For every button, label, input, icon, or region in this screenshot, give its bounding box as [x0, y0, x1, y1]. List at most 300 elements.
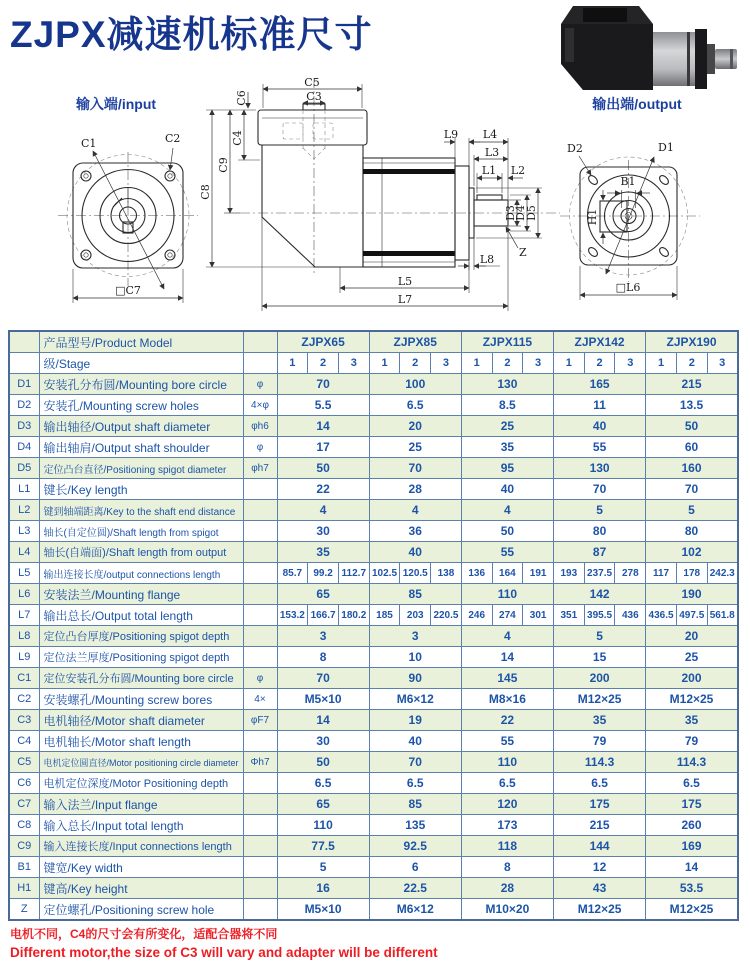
- spec-row-D4: [9, 437, 738, 458]
- dim-value: 203: [400, 605, 431, 626]
- dim-label: 输出轴径/Output shaft diameter: [39, 416, 243, 437]
- dim-unit: [243, 521, 277, 542]
- dim-value: 35: [461, 437, 553, 458]
- dim-value: 5: [277, 857, 369, 878]
- dim-value: 6.5: [553, 773, 645, 794]
- dim-value: 16: [277, 878, 369, 899]
- dim-value: M5×10: [277, 899, 369, 921]
- dim-value: 130: [461, 374, 553, 395]
- dim-value: 35: [553, 710, 645, 731]
- dim-value: 114.3: [553, 752, 645, 773]
- dim-unit: [243, 899, 277, 921]
- dim-label-c9: C9: [217, 157, 230, 173]
- dim-value: 65: [277, 794, 369, 815]
- column-header-stage: 1: [461, 353, 492, 374]
- column-header-stage: 2: [308, 353, 339, 374]
- dim-unit: φ: [243, 668, 277, 689]
- dim-code: L3: [9, 521, 39, 542]
- dim-label: 定位凸台直径/Positioning spigot diameter: [39, 458, 243, 479]
- dim-value: M6×12: [369, 689, 461, 710]
- page-title: ZJPX减速机标准尺寸: [10, 14, 373, 55]
- dim-value: M12×25: [553, 689, 645, 710]
- footnote-english: Different motor,the size of C3 will vary and adapter will be different: [10, 945, 438, 960]
- dim-unit: [243, 815, 277, 836]
- dim-value: 70: [277, 374, 369, 395]
- footnote: [10, 925, 438, 960]
- dim-unit: φh7: [243, 458, 277, 479]
- technical-drawing: [0, 60, 750, 325]
- dim-code: D2: [9, 395, 39, 416]
- dim-unit: [243, 605, 277, 626]
- dim-unit: [243, 542, 277, 563]
- dim-value: 90: [369, 668, 461, 689]
- dim-value: 40: [369, 542, 461, 563]
- dim-unit: Φh7: [243, 752, 277, 773]
- dim-value: 237.5: [584, 563, 615, 584]
- spec-row-L4: [9, 542, 738, 563]
- dim-value: 138: [431, 563, 462, 584]
- dim-value: 20: [369, 416, 461, 437]
- dim-value: 17: [277, 437, 369, 458]
- dim-code: L1: [9, 479, 39, 500]
- column-header-model: ZJPX85: [369, 331, 461, 353]
- dim-value: 70: [369, 752, 461, 773]
- dim-value: 4: [277, 500, 369, 521]
- dim-unit: 4×: [243, 689, 277, 710]
- dim-value: 3: [369, 626, 461, 647]
- dim-label-l4: L4: [482, 128, 498, 141]
- dim-value: 274: [492, 605, 523, 626]
- dim-value: 145: [461, 668, 553, 689]
- column-header-stage: 1: [277, 353, 308, 374]
- dim-code: C6: [9, 773, 39, 794]
- column-header-stage: 2: [676, 353, 707, 374]
- dim-label: 键长/Key length: [39, 479, 243, 500]
- spec-row-L1: [9, 479, 738, 500]
- dim-label-l3: L3: [484, 146, 500, 159]
- dim-value: 85.7: [277, 563, 308, 584]
- dim-value: 5: [553, 500, 645, 521]
- dim-value: 80: [646, 521, 738, 542]
- dim-unit: φ: [243, 437, 277, 458]
- dim-label-c5: C5: [304, 76, 320, 89]
- side-view: [199, 76, 560, 311]
- spec-row-C5: [9, 752, 738, 773]
- dim-label: 键高/Key height: [39, 878, 243, 899]
- dim-label: 定位安装孔分布圆/Mounting bore circle: [39, 668, 243, 689]
- dim-value: 165: [553, 374, 645, 395]
- dim-label: 安装螺孔/Mounting screw bores: [39, 689, 243, 710]
- output-end-label: 输出端/output: [592, 96, 682, 112]
- dim-value: 70: [553, 479, 645, 500]
- dim-value: 242.3: [707, 563, 738, 584]
- dim-value: 144: [553, 836, 645, 857]
- dim-label: 安装法兰/Mounting flange: [39, 584, 243, 605]
- dim-value: 79: [646, 731, 738, 752]
- dim-value: 130: [553, 458, 645, 479]
- dim-value: 185: [369, 605, 400, 626]
- dim-label-h1: H1: [586, 208, 599, 226]
- dim-code: L4: [9, 542, 39, 563]
- dim-value: 260: [646, 815, 738, 836]
- dim-value: 30: [277, 521, 369, 542]
- dim-unit: φ: [243, 374, 277, 395]
- dim-value: M12×25: [646, 899, 738, 921]
- corner-cell: [9, 353, 39, 374]
- column-header-stage: 3: [615, 353, 646, 374]
- dim-value: 142: [553, 584, 645, 605]
- dim-unit: [243, 857, 277, 878]
- dim-code: L2: [9, 500, 39, 521]
- dim-label: 电机轴长/Motor shaft length: [39, 731, 243, 752]
- spec-table: [8, 330, 739, 921]
- dim-code: D4: [9, 437, 39, 458]
- dim-value: 50: [277, 458, 369, 479]
- dim-value: 114.3: [646, 752, 738, 773]
- dim-unit: [243, 794, 277, 815]
- dim-code: B1: [9, 857, 39, 878]
- dim-value: 117: [646, 563, 677, 584]
- dim-label-l1: L1: [481, 164, 497, 177]
- column-header-stage: 3: [707, 353, 738, 374]
- dim-value: 160: [646, 458, 738, 479]
- dim-label-z: Z: [519, 246, 527, 259]
- dim-unit: [243, 878, 277, 899]
- dim-label: 定位法兰厚度/Positioning spigot depth: [39, 647, 243, 668]
- footnote-chinese: 电机不同，C4的尺寸会有所变化，适配合器将不同: [10, 927, 278, 941]
- dim-value: 193: [553, 563, 584, 584]
- dim-unit: [243, 647, 277, 668]
- dim-label: 安装孔分布圆/Mounting bore circle: [39, 374, 243, 395]
- dim-label: 电机定位深度/Motor Positioning depth: [39, 773, 243, 794]
- unit-header: [243, 331, 277, 353]
- dim-value: 120: [461, 794, 553, 815]
- dim-value: 50: [461, 521, 553, 542]
- dim-label-l8: L8: [479, 253, 495, 266]
- dim-value: 25: [461, 416, 553, 437]
- dim-value: 166.7: [308, 605, 339, 626]
- spec-row-C9: [9, 836, 738, 857]
- dim-value: 136: [461, 563, 492, 584]
- dim-value: 60: [646, 437, 738, 458]
- spec-row-L6: [9, 584, 738, 605]
- dim-value: 8: [277, 647, 369, 668]
- dim-value: 497.5: [676, 605, 707, 626]
- dim-value: 153.2: [277, 605, 308, 626]
- dim-value: 395.5: [584, 605, 615, 626]
- dim-label-c3: C3: [306, 90, 322, 103]
- dim-value: 14: [461, 647, 553, 668]
- dim-code: C3: [9, 710, 39, 731]
- dim-unit: φh6: [243, 416, 277, 437]
- column-header-stage: 1: [646, 353, 677, 374]
- dim-value: 79: [553, 731, 645, 752]
- dim-code: L6: [9, 584, 39, 605]
- dim-value: 173: [461, 815, 553, 836]
- dim-label-l9: L9: [443, 128, 459, 141]
- dim-code: Z: [9, 899, 39, 921]
- column-header-model: ZJPX115: [461, 331, 553, 353]
- dim-value: 77.5: [277, 836, 369, 857]
- dim-label-d1: D1: [658, 141, 674, 154]
- spec-row-L2: [9, 500, 738, 521]
- dim-value: 13.5: [646, 395, 738, 416]
- dim-value: 20: [646, 626, 738, 647]
- dim-label-l6: □L6: [615, 281, 641, 294]
- dim-value: 35: [646, 710, 738, 731]
- dim-code: L9: [9, 647, 39, 668]
- dim-value: 8.5: [461, 395, 553, 416]
- input-end-label: 输入端/input: [75, 96, 157, 112]
- dim-value: 175: [553, 794, 645, 815]
- column-header-stage: 2: [492, 353, 523, 374]
- dim-value: 70: [277, 668, 369, 689]
- spec-row-Z: [9, 899, 738, 921]
- dim-value: 5: [553, 626, 645, 647]
- column-header-stage: 1: [369, 353, 400, 374]
- dim-code: C2: [9, 689, 39, 710]
- dim-value: 102.5: [369, 563, 400, 584]
- dim-code: L5: [9, 563, 39, 584]
- dim-value: 178: [676, 563, 707, 584]
- dim-value: 15: [553, 647, 645, 668]
- dim-code: D1: [9, 374, 39, 395]
- dim-code: C7: [9, 794, 39, 815]
- dim-value: 14: [277, 710, 369, 731]
- dim-code: C5: [9, 752, 39, 773]
- dim-value: 28: [369, 479, 461, 500]
- column-header-stage: 2: [400, 353, 431, 374]
- dim-value: 175: [646, 794, 738, 815]
- spec-row-C6: [9, 773, 738, 794]
- dim-value: 85: [369, 584, 461, 605]
- dim-value: 110: [461, 752, 553, 773]
- dim-label: 轴长(自定位圆)/Shaft length from spigot: [39, 521, 243, 542]
- spec-table-body: [9, 374, 738, 921]
- spec-row-D3: [9, 416, 738, 437]
- dim-value: 4: [461, 500, 553, 521]
- dim-label-c4: C4: [231, 130, 244, 146]
- dim-value: 436: [615, 605, 646, 626]
- spec-row-B1: [9, 857, 738, 878]
- dim-value: 436.5: [646, 605, 677, 626]
- dim-value: 19: [369, 710, 461, 731]
- spec-row-C1: [9, 668, 738, 689]
- column-header-stage: 3: [523, 353, 554, 374]
- dim-value: 95: [461, 458, 553, 479]
- dim-value: 92.5: [369, 836, 461, 857]
- dim-value: 28: [461, 878, 553, 899]
- dim-value: 55: [553, 437, 645, 458]
- dim-value: 22: [277, 479, 369, 500]
- dim-value: 11: [553, 395, 645, 416]
- dim-value: 40: [461, 479, 553, 500]
- dim-value: 191: [523, 563, 554, 584]
- dim-value: M10×20: [461, 899, 553, 921]
- dim-unit: [243, 479, 277, 500]
- spec-row-H1: [9, 878, 738, 899]
- spec-table-container: [8, 330, 739, 921]
- output-end-view: [560, 96, 700, 300]
- dim-code: C8: [9, 815, 39, 836]
- dim-code: D5: [9, 458, 39, 479]
- dim-label: 输出连接长度/output connections length: [39, 563, 243, 584]
- dim-value: 50: [646, 416, 738, 437]
- dim-value: 12: [553, 857, 645, 878]
- dim-value: 278: [615, 563, 646, 584]
- dim-code: L7: [9, 605, 39, 626]
- column-header-stage: 3: [431, 353, 462, 374]
- dim-label-c8: C8: [199, 184, 212, 200]
- dim-code: D3: [9, 416, 39, 437]
- dim-value: 112.7: [338, 563, 369, 584]
- spec-row-D2: [9, 395, 738, 416]
- dim-unit: [243, 584, 277, 605]
- dim-value: 40: [553, 416, 645, 437]
- dim-label-l2: L2: [510, 164, 526, 177]
- spec-row-L9: [9, 647, 738, 668]
- spec-row-C3: [9, 710, 738, 731]
- dim-value: 5.5: [277, 395, 369, 416]
- dim-label-d4: D4: [514, 205, 527, 221]
- dim-unit: [243, 773, 277, 794]
- dim-code: H1: [9, 878, 39, 899]
- dim-value: 135: [369, 815, 461, 836]
- dim-value: 200: [553, 668, 645, 689]
- spec-row-L3: [9, 521, 738, 542]
- dim-label: 电机轴径/Motor shaft diameter: [39, 710, 243, 731]
- dim-value: 215: [553, 815, 645, 836]
- dim-code: C1: [9, 668, 39, 689]
- dim-label: 输入法兰/Input flange: [39, 794, 243, 815]
- input-end-view: [58, 96, 198, 303]
- corner-cell: [9, 331, 39, 353]
- dim-value: 53.5: [646, 878, 738, 899]
- dim-label-b1: B1: [620, 175, 636, 188]
- dim-value: 118: [461, 836, 553, 857]
- dim-label: 定位螺孔/Positioning screw hole: [39, 899, 243, 921]
- dim-value: 43: [553, 878, 645, 899]
- spec-row-C8: [9, 815, 738, 836]
- dim-label: 键宽/Key width: [39, 857, 243, 878]
- dim-label-d2: D2: [567, 142, 583, 155]
- dim-value: M8×16: [461, 689, 553, 710]
- product-model-header: 产品型号/Product Model: [39, 331, 243, 353]
- dim-value: 85: [369, 794, 461, 815]
- dim-value: 200: [646, 668, 738, 689]
- dim-value: M12×25: [553, 899, 645, 921]
- dim-value: 301: [523, 605, 554, 626]
- dim-value: 215: [646, 374, 738, 395]
- stage-header: 级/Stage: [39, 353, 243, 374]
- dim-label: 输入连接长度/Input connections length: [39, 836, 243, 857]
- dim-unit: [243, 563, 277, 584]
- dim-value: 100: [369, 374, 461, 395]
- dim-value: 6: [369, 857, 461, 878]
- dim-unit: 4×φ: [243, 395, 277, 416]
- dim-code: L8: [9, 626, 39, 647]
- column-header-stage: 1: [553, 353, 584, 374]
- dim-label-c6: C6: [235, 90, 248, 106]
- column-header-stage: 3: [338, 353, 369, 374]
- dim-value: 110: [461, 584, 553, 605]
- dim-value: 8: [461, 857, 553, 878]
- dim-value: 22: [461, 710, 553, 731]
- spec-table-head: [9, 331, 738, 374]
- dim-value: M6×12: [369, 899, 461, 921]
- dim-label-l7: L7: [397, 293, 413, 306]
- dim-value: 80: [553, 521, 645, 542]
- spec-row-D1: [9, 374, 738, 395]
- dim-value: 65: [277, 584, 369, 605]
- spec-row-C7: [9, 794, 738, 815]
- dim-value: 561.8: [707, 605, 738, 626]
- dim-value: 6.5: [646, 773, 738, 794]
- dim-label-d3: D3: [504, 205, 517, 221]
- dim-value: 6.5: [277, 773, 369, 794]
- dim-value: 4: [369, 500, 461, 521]
- spec-row-L7: [9, 605, 738, 626]
- dim-label: 键到轴端距离/Key to the shaft end distance: [39, 500, 243, 521]
- dim-value: 70: [369, 458, 461, 479]
- dim-value: M12×25: [646, 689, 738, 710]
- dim-value: 102: [646, 542, 738, 563]
- dim-value: 40: [369, 731, 461, 752]
- dim-value: 220.5: [431, 605, 462, 626]
- dim-value: 6.5: [369, 395, 461, 416]
- dim-value: 190: [646, 584, 738, 605]
- dim-value: 180.2: [338, 605, 369, 626]
- dim-value: 87: [553, 542, 645, 563]
- dim-value: 14: [277, 416, 369, 437]
- dim-code: C4: [9, 731, 39, 752]
- dim-value: 30: [277, 731, 369, 752]
- dim-unit: [243, 500, 277, 521]
- dim-value: 6.5: [369, 773, 461, 794]
- spec-row-C4: [9, 731, 738, 752]
- header-row-stages: [9, 353, 738, 374]
- dim-value: 110: [277, 815, 369, 836]
- dim-value: 36: [369, 521, 461, 542]
- dim-value: 25: [369, 437, 461, 458]
- dim-value: 6.5: [461, 773, 553, 794]
- dim-value: 99.2: [308, 563, 339, 584]
- dim-value: 50: [277, 752, 369, 773]
- dim-value: 4: [461, 626, 553, 647]
- dim-label: 定位凸台厚度/Positioning spigot depth: [39, 626, 243, 647]
- dim-value: 351: [553, 605, 584, 626]
- column-header-stage: 2: [584, 353, 615, 374]
- dim-value: 55: [461, 542, 553, 563]
- dim-value: 10: [369, 647, 461, 668]
- spec-row-D5: [9, 458, 738, 479]
- spec-row-L5: [9, 563, 738, 584]
- dim-value: 3: [277, 626, 369, 647]
- dim-label-c1: C1: [81, 137, 97, 150]
- dim-unit: [243, 626, 277, 647]
- dim-label: 安装孔/Mounting screw holes: [39, 395, 243, 416]
- dim-value: 246: [461, 605, 492, 626]
- column-header-model: ZJPX65: [277, 331, 369, 353]
- dim-label: 轴长(自端面)/Shaft length from output: [39, 542, 243, 563]
- dim-label: 输入总长/Input total length: [39, 815, 243, 836]
- dim-label-l5: L5: [397, 275, 413, 288]
- dim-value: 164: [492, 563, 523, 584]
- header-row-models: [9, 331, 738, 353]
- dim-unit: [243, 731, 277, 752]
- dim-value: 35: [277, 542, 369, 563]
- column-header-model: ZJPX190: [646, 331, 738, 353]
